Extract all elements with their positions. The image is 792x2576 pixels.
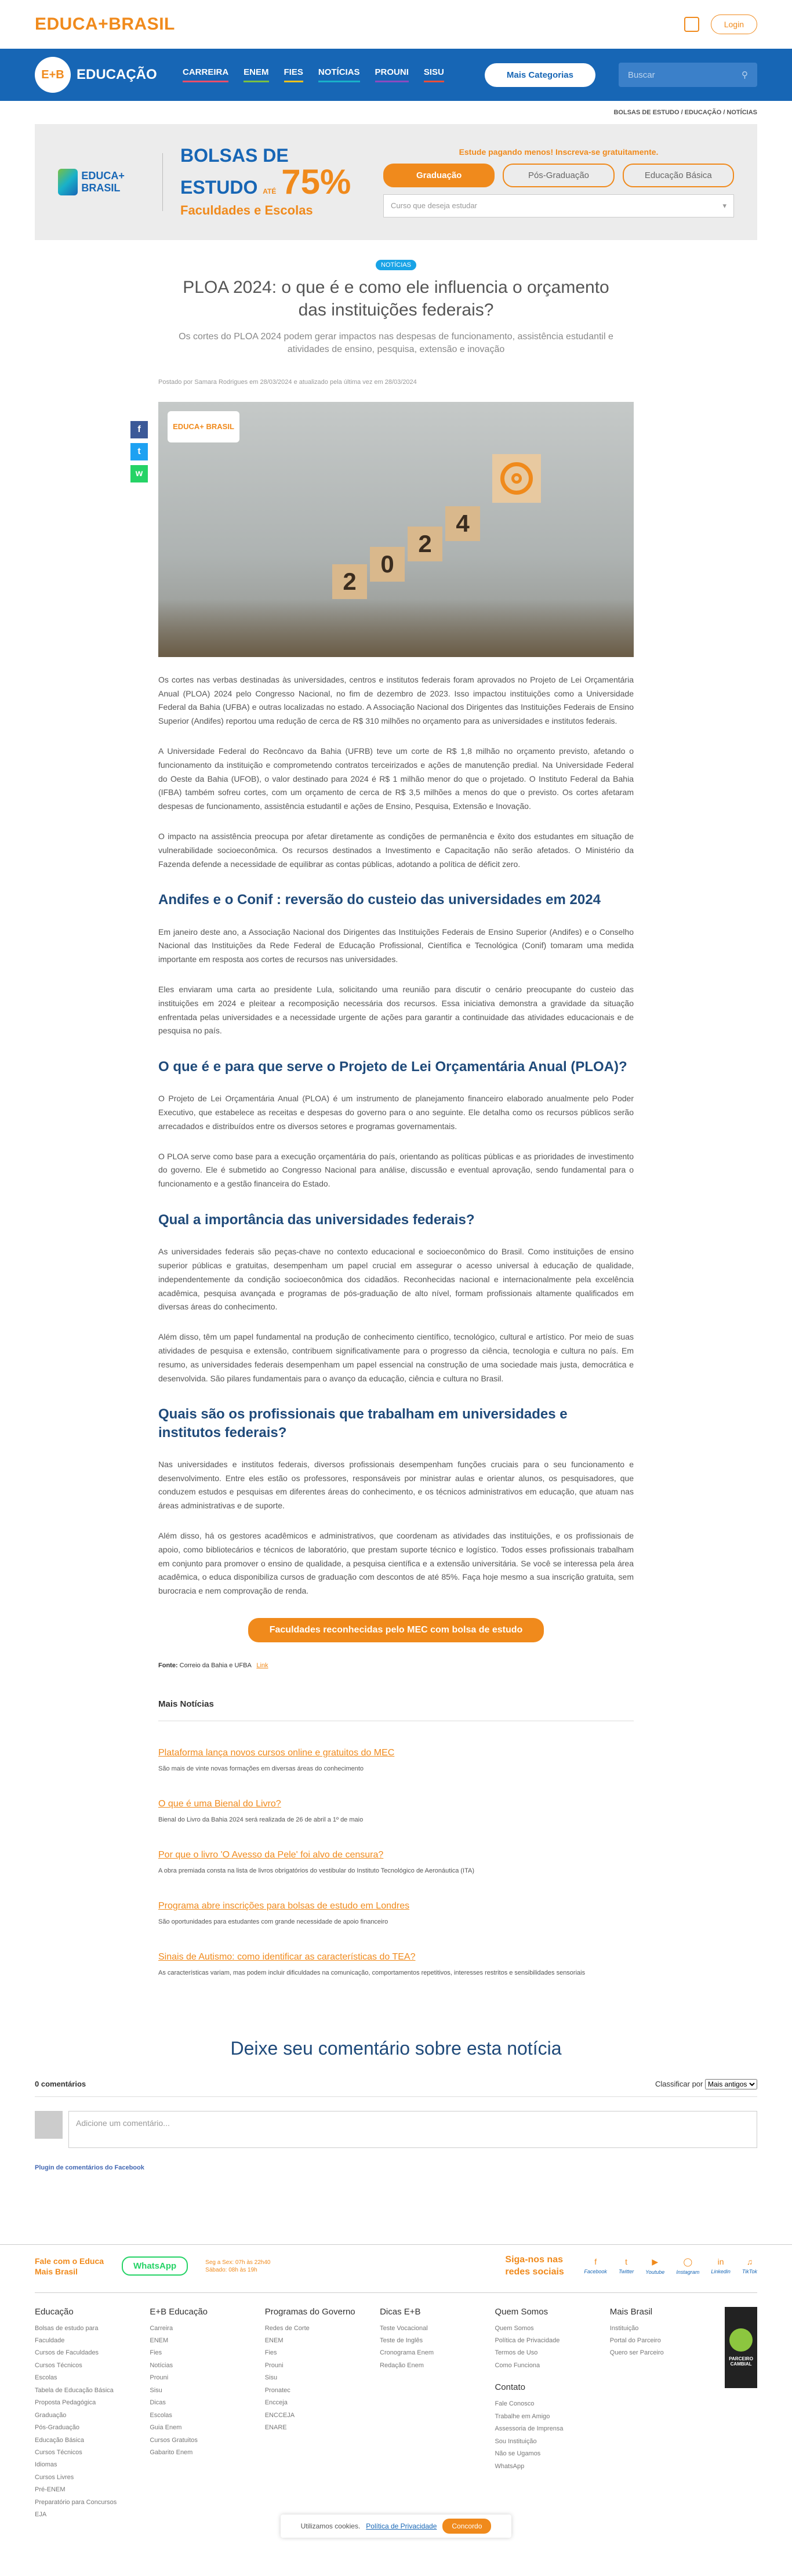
source-link[interactable]: Link [256, 1661, 268, 1669]
paragraph: A Universidade Federal do Recôncavo da Bahia (UFRB) teve um corte de R$ 1,8 milhão no orçamento previsto, afetando o funcionamento da instituição e comprometendo contratos terceirizados e ações de manutenção predial. Na Universidade Federal do Oeste da Bahia (UFOB), o valor destinado para 2024 é R$ 1 milhão menor do que o projetado. O Instituto Federal da Bahia (IFBA) também sofreu cortes, com um orçamento de cerca de R$ 3,5 milhões a menos do que o previsto. Os cortes afetaram despesas de funcionamento, assistência estudantil e ações de Ensino, Pesquisa, Extensão e Inovação. [158, 746, 634, 811]
course-select[interactable] [383, 194, 734, 217]
footer-column-title: E+B Educação [150, 2306, 208, 2317]
footer-link[interactable]: Prouni [264, 2361, 284, 2369]
paragraph: O PLOA serve como base para a execução orçamentária do país, orientando as políticas públicas e as prioridades de investimento do governo. Ele é submetido ao Congresso Nacional para análise, discussão e eventual aprovação, sendo fundamental para o funcionamento e a gestão financeira do Estado. [158, 1151, 634, 1189]
footer-column-title: Contato [495, 2382, 525, 2393]
footer-columns [35, 2307, 757, 2521]
footer-link[interactable]: Sisu [150, 2386, 162, 2394]
chevron-down-icon: ▾ [722, 201, 726, 210]
footer-link[interactable]: Quem Somos [495, 2324, 534, 2332]
footer-link[interactable]: Encceja [264, 2399, 288, 2407]
footer-link[interactable]: Como Funciona [495, 2361, 540, 2369]
page-title: PLOA 2024: o que é e como ele influencia o orçamento das instituições federais? [183, 278, 609, 320]
hero-logo: EDUCA+ BRASIL [168, 411, 239, 442]
footer-link[interactable]: Dicas [150, 2399, 166, 2407]
footer-link[interactable]: ENARE [264, 2424, 287, 2432]
news-link[interactable]: Plataforma lança novos cursos online e gratuitos do MEC [158, 1747, 395, 1758]
banner-logo-icon [58, 169, 78, 195]
footer-link[interactable]: EJA [35, 2511, 47, 2519]
footer-link[interactable]: Notícias [150, 2361, 173, 2369]
nav-link-sisu[interactable]: SISU [424, 67, 444, 82]
whatsapp-button[interactable]: WhatsApp [122, 2256, 188, 2276]
footer-contact: Fale com o Educa Mais Brasil [35, 2256, 104, 2276]
paragraph: As universidades federais são peças-chave no contexto educacional e socioeconômico do Brasil. Como instituições de ensino superior públicas e gratuitas, desempenham um papel crucial em assegurar o acesso universal à educação de qualidade, independentemente da condição socioeconômica dos cidadãos. Reconhecidas nacional e internacionalmente pela excelência acadêmica, pesquisa avançada e programas de pós-graduação de alto nível, formam profissionais altamente qualificados em diversas áreas do conhecimento. [158, 1247, 634, 1312]
paragraph: O impacto na assistência preocupa por afetar diretamente as condições de permanência e êxito dos estudantes em situação de vulnerabilidade socioeconômica. Os recursos destinados a Investimento e Capacitação não serão afetados. O Ministério da Fazenda defende a necessidade de equilibrar as contas públicas, adotando a política de déficit zero. [158, 831, 634, 869]
nav-brand[interactable] [35, 57, 159, 93]
footer-link[interactable]: Carreira [150, 2324, 173, 2332]
section-heading: Andifes e o Conif : reversão do custeio das universidades em 2024 [158, 892, 601, 908]
footer-link[interactable]: Fies [264, 2349, 277, 2357]
banner-logo: EDUCA+ BRASIL [58, 166, 145, 198]
footer-link[interactable]: Quero ser Parceiro [609, 2349, 664, 2357]
twitter-icon[interactable]: t Twitter [618, 2257, 634, 2275]
footer-link[interactable]: Cursos de Faculdades [35, 2349, 99, 2357]
cube-0: 0 [370, 547, 405, 582]
cta-button[interactable]: Faculdades reconhecidas pelo MEC com bolsa de estudo [248, 1618, 544, 1642]
footer-link[interactable]: Cursos Gratuitos [150, 2436, 198, 2444]
breadcrumb[interactable]: BOLSAS DE ESTUDO / EDUCAÇÃO / NOTÍCIAS [613, 109, 757, 116]
cube-2: 2 [332, 564, 367, 599]
footer-link[interactable]: Pós-Graduação [35, 2424, 80, 2432]
paragraph: Nas universidades e institutos federais, diversos profissionais desempenham funções cruciais para o seu funcionamento e desenvolvimento. Entre eles estão os professores, responsáveis por ministrar aulas e orientar alunos, os pesquisadores, que conduzem estudos e pesquisas em diferentes áreas do conhecimento, e os técnicos administrativos em educação, que atuam nas áreas administrativas e de suporte. [158, 1459, 634, 1511]
article [135, 260, 634, 1976]
footer-link[interactable]: Pronatec [264, 2386, 290, 2394]
more-categories-button[interactable]: Mais Categorias [485, 63, 595, 87]
banner-divider [162, 153, 163, 211]
comments-section [35, 2038, 757, 2171]
cube-4: 4 [445, 506, 480, 541]
footer-link[interactable]: Trabalhe em Amigo [495, 2412, 550, 2420]
nav-brand-label: EDUCAÇÃO [77, 67, 157, 82]
footer-column [495, 2307, 586, 2521]
footer-link[interactable]: Sou Instituição [495, 2437, 537, 2445]
article-body [158, 673, 634, 1598]
footer-link[interactable]: Cronograma Enem [380, 2349, 434, 2357]
footer-link[interactable]: Portal do Parceiro [609, 2337, 661, 2345]
footer-column-title: Educação [35, 2306, 74, 2317]
footer-link[interactable]: Teste de Inglês [380, 2337, 423, 2345]
footer-link[interactable]: Tabela de Educação Básica [35, 2386, 114, 2394]
footer-link[interactable]: Escolas [35, 2374, 57, 2382]
footer-link[interactable]: Escolas [150, 2411, 172, 2419]
footer-column [35, 2307, 126, 2521]
site-logo[interactable]: EDUCA+BRASIL [35, 14, 175, 34]
news-item: Programa abre inscrições para bolsas de estudo em Londres São oportunidades para estudantes com grande necessidade de apoio financeiro [158, 1900, 410, 1925]
footer-link[interactable]: Guia Enem [150, 2424, 182, 2432]
source-line: Fonte: Correio da Bahia e UFBA Link [158, 1661, 268, 1669]
cube-2b: 2 [408, 527, 442, 561]
whatsapp-icon[interactable]: w [130, 465, 148, 482]
tab-pos-graduacao[interactable]: Pós-Graduação [503, 164, 614, 187]
footer-link[interactable]: Sisu [264, 2374, 278, 2382]
banner-subtitle: Faculdades e Escolas [180, 203, 313, 217]
partner-badge[interactable] [725, 2307, 757, 2388]
cookie-banner [281, 2515, 511, 2538]
footer-link[interactable]: Graduação [35, 2411, 67, 2419]
twitter-icon[interactable]: t [130, 443, 148, 460]
linkedin-icon[interactable]: in Linkedin [711, 2257, 731, 2275]
paragraph: Em janeiro deste ano, a Associação Nacional dos Dirigentes das Instituições Federais de Ensino Superior (Andifes) e o Conselho Nacional das Instituições da Rede Federal de Educação Profissional, Científica e Tecnológica (Conif) tomaram uma medida importante em resposta aos cortes de recursos nas universidades. [158, 927, 634, 964]
footer-link[interactable]: Educação Básica [35, 2436, 84, 2444]
footer-link[interactable]: Idiomas [35, 2461, 57, 2469]
scholarship-banner [35, 124, 757, 240]
footer-link[interactable]: Instituição [609, 2324, 639, 2332]
nav-link-prouni[interactable]: PROUNI [375, 67, 409, 82]
nav-link-enem[interactable]: ENEM [244, 67, 268, 82]
news-item: Por que o livro 'O Avesso da Pele' foi alvo de censura? A obra premiada consta na lista de livros obrigatórios do vestibular do Instituto Tecnológico de Aeronáutica (ITA) [158, 1849, 475, 1874]
nav-link-noticias[interactable]: NOTÍCIAS [318, 67, 360, 82]
search-icon[interactable]: ⚲ [742, 70, 748, 80]
footer-link[interactable]: Fies [150, 2349, 162, 2357]
comment-input[interactable]: Adicione um comentário... [68, 2111, 757, 2148]
target-icon [492, 454, 541, 503]
partner-badge-label: PARCEIRO CAMBIAL [729, 2356, 753, 2367]
footer-column-title: Quem Somos [495, 2306, 548, 2317]
footer-link[interactable]: Proposta Pedagógica [35, 2399, 96, 2407]
owl-icon [729, 2328, 753, 2352]
footer-link[interactable]: Prouni [150, 2374, 169, 2382]
news-item: Plataforma lança novos cursos online e gratuitos do MEC São mais de vinte novas formações em diversas áreas do conhecimento [158, 1747, 395, 1772]
category-badge[interactable]: NOTÍCIAS [376, 260, 416, 270]
footer-hours: Seg a Sex: 07h às 22h40 Sábado: 08h às 19h [205, 2259, 271, 2273]
nav-link-carreira[interactable]: CARREIRA [183, 67, 228, 82]
footer-link[interactable]: Gabarito Enem [150, 2448, 193, 2456]
eb-logo-icon: E+B [35, 57, 71, 93]
news-link[interactable]: Sinais de Autismo: como identificar as características do TEA? [158, 1951, 416, 1962]
paragraph: O Projeto de Lei Orçamentária Anual (PLOA) é um instrumento de planejamento financeiro elaborado anualmente pelo Poder Executivo, que estabelece as receitas e despesas do governo para o ano seguinte. Ele detalha como os recursos públicos serão arrecadados e distribuídos entre os diversos setores e programas governamentais. [158, 1094, 634, 1131]
footer-column-title: Dicas E+B [380, 2306, 421, 2317]
search-placeholder: Buscar [627, 70, 655, 80]
section-heading: Qual a importância das universidades federais? [158, 1212, 475, 1228]
social-label: Siga-nos nas redes sociais [505, 2255, 564, 2277]
more-news-heading: Mais Notícias [158, 1699, 634, 1721]
news-link[interactable]: Por que o livro 'O Avesso da Pele' foi alvo de censura? [158, 1849, 384, 1860]
more-news [158, 1699, 634, 1976]
tiktok-icon[interactable]: ♫ TikTok [742, 2257, 757, 2275]
footer-link[interactable]: ENEM [150, 2337, 169, 2345]
banner-title-1: BOLSAS DE ESTUDO [180, 145, 289, 198]
news-item: Sinais de Autismo: como identificar as características do TEA? As características variam, mas podem incluir dificuldades na comunicação, comportamentos repetitivos, interesses restritos e sensibilidades sensoriais [158, 1951, 586, 1976]
footer-link[interactable]: ENCCEJA [264, 2411, 295, 2419]
footer-link[interactable]: Pré-ENEM [35, 2486, 66, 2494]
news-item: O que é uma Bienal do Livro? Bienal do Livro da Bahia 2024 será realizada de 26 de abril a 1º de maio [158, 1798, 364, 1823]
banner-headline: Estude pagando menos! Inscreva-se gratuitamente. [459, 147, 659, 157]
article-subtitle: Os cortes do PLOA 2024 podem gerar impactos nas despesas de funcionamento, assistência estudantil e atividades de ensino, pesquisa, extensão e inovação [179, 332, 613, 355]
paragraph: Os cortes nas verbas destinadas às universidades, centros e institutos federais foram aprovados no Projeto de Lei Orçamentária Anual (PLOA) 2024 pelo Congresso Nacional, no fim de dezembro de 2023. Isso impactou instituições como a Universidade Federal da Bahia (UFBA) e outras localizadas no estado. A Associação Nacional dos Dirigentes das Instituições Federais de Ensino Superior (Andifes) reportou uma redução de cerca de R$ 310 milhões no orçamento para as universidades e institutos federais. [158, 674, 634, 726]
hero-image [158, 402, 634, 657]
tab-educacao-basica[interactable]: Educação Básica [623, 164, 734, 187]
coins-decoration [158, 599, 634, 657]
facebook-icon[interactable]: f [130, 421, 148, 438]
facebook-icon[interactable]: f Facebook [584, 2257, 607, 2275]
tab-graduacao[interactable]: Graduação [383, 164, 495, 187]
news-link[interactable]: O que é uma Bienal do Livro? [158, 1798, 281, 1809]
footer-link[interactable]: Termos de Uso [495, 2349, 538, 2357]
footer-link[interactable]: WhatsApp [495, 2462, 525, 2470]
footer-link[interactable]: Redação Enem [380, 2361, 424, 2369]
footer-column [610, 2307, 702, 2521]
article-byline: Postado por Samara Rodrigues em 28/03/2024 e atualizado pela última vez em 28/03/2024 [158, 378, 417, 386]
cookie-text: Utilizamos cookies. [300, 2522, 361, 2530]
banner-title: BOLSAS DE ESTUDO ATÉ 75% Faculdades e Escolas [180, 146, 366, 218]
footer-link[interactable]: Assessoria de Imprensa [495, 2425, 564, 2433]
footer-link[interactable]: Redes de Corte [264, 2324, 310, 2332]
sort-select[interactable] [705, 2079, 757, 2089]
footer-link[interactable]: ENEM [264, 2337, 284, 2345]
footer-link[interactable]: Preparatório para Concursos [35, 2498, 117, 2506]
accept-cookies-button[interactable]: Concordo [442, 2519, 491, 2534]
youtube-icon[interactable]: ▶ Youtube [645, 2257, 665, 2276]
login-button[interactable]: Login [711, 14, 757, 34]
banner-percent: 75% [281, 162, 351, 201]
footer-link[interactable]: Cursos Técnicos [35, 2448, 82, 2456]
footer-column-title: Programas do Governo [264, 2306, 355, 2317]
sort-label: Classificar por [655, 2079, 703, 2088]
privacy-link[interactable]: Política de Privacidade [366, 2522, 437, 2530]
search-input[interactable] [619, 63, 757, 87]
footer [0, 2244, 792, 2521]
news-link[interactable]: Programa abre inscrições para bolsas de estudo em Londres [158, 1900, 410, 1911]
course-select-label: Curso que deseja estudar [391, 201, 477, 210]
share-bar [130, 421, 148, 482]
facebook-plugin-link[interactable]: Plugin de comentários do Facebook [35, 2164, 144, 2171]
footer-link[interactable]: Bolsas de estudo para Faculdade [35, 2324, 99, 2345]
instagram-icon[interactable]: ◯ Instagram [676, 2257, 700, 2276]
section-heading: O que é e para que serve o Projeto de Lei Orçamentária Anual (PLOA)? [158, 1059, 627, 1075]
comments-title: Deixe seu comentário sobre esta notícia [230, 2037, 562, 2059]
avatar [35, 2111, 63, 2139]
footer-column-title: Mais Brasil [609, 2306, 653, 2317]
footer-link[interactable]: Cursos Livres [35, 2473, 74, 2481]
paragraph: Além disso, têm um papel fundamental na produção de conhecimento científico, tecnológico, cultural e artístico. Por meio de suas atividades de pesquisa e extensão, contribuem significativamente para o progresso da ciência, tecnologia e cultura no país. Em resumo, as universidades federais desempenham um papel essencial na construção de uma sociedade mais justa, democrática e desenvolvida. São pilares fundamentais para o avanço da educação, ciência e cultura no Brasil. [158, 1332, 634, 1383]
main-navbar [0, 49, 792, 101]
comment-count: 0 comentários [35, 2080, 86, 2089]
paragraph: Além disso, há os gestores acadêmicos e administrativos, que coordenam as atividades das instituições, e os profissionais de apoio, como bibliotecários e técnicos de laboratório, que prestam suporte técnico e logístico. Todos esses profissionais trabalham em conjunto para promover o ensino de qualidade, a pesquisa científica e a extensão universitária. Se você se interessa pela área acadêmica, o educa disponibiliza cursos de graduação com descontos de até 85%. Faça hoje mesmo a sua inscrição gratuita, sem burocracia e nem comprovação de renda. [158, 1531, 634, 1596]
footer-link[interactable]: Política de Privacidade [495, 2337, 560, 2345]
nav-link-fies[interactable]: FIES [284, 67, 303, 82]
paragraph: Eles enviaram uma carta ao presidente Lula, solicitando uma reunião para discutir o cenário preocupante do custeio das instituições em 2024 e pleitear a recomposição necessária dos recursos. Essa iniciativa demonstra a gravidade da situação enfrentada pelas universidades e a necessidade urgente de ações para garantir a continuidade das atividades educacionais e de pesquisa no país. [158, 984, 634, 1036]
footer-link[interactable]: Cursos Técnicos [35, 2361, 82, 2369]
footer-link[interactable]: Teste Vocacional [380, 2324, 428, 2332]
footer-column [150, 2307, 241, 2521]
gift-icon[interactable] [684, 17, 699, 32]
footer-link[interactable]: Não se Ugamos [495, 2450, 541, 2458]
footer-link[interactable]: Fale Conosco [495, 2400, 535, 2408]
footer-column [380, 2307, 471, 2521]
footer-column [265, 2307, 357, 2521]
section-heading: Quais são os profissionais que trabalham em universidades e institutos federais? [158, 1406, 568, 1441]
top-header [0, 0, 792, 49]
